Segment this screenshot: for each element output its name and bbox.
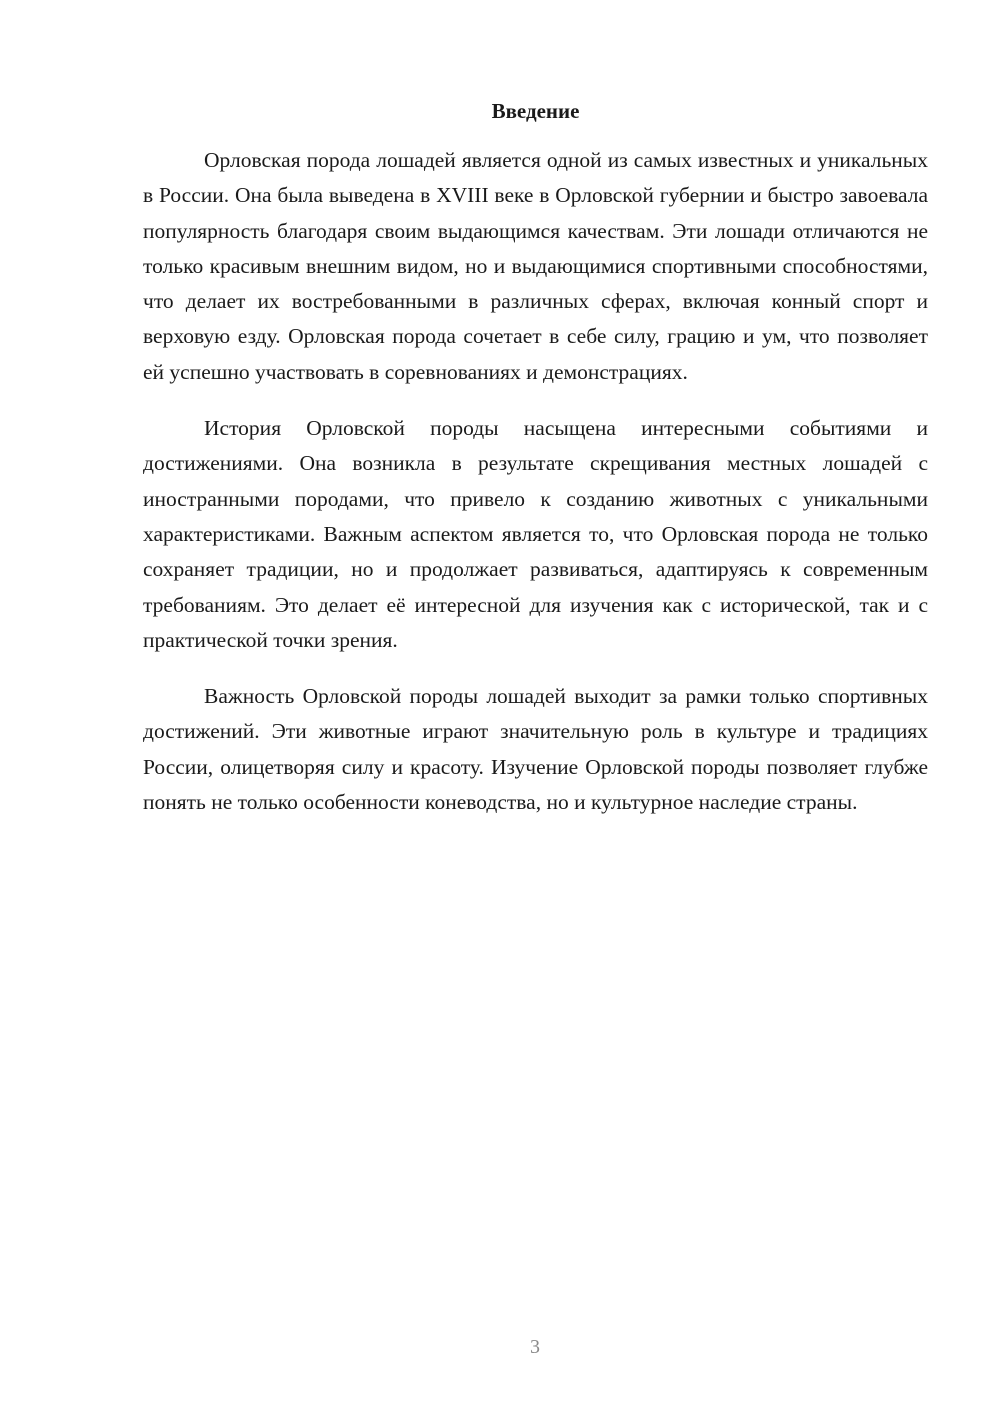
body-text [143, 143, 928, 841]
paragraph-3: Важность Орловской породы лошадей выходит за рамки только спортивных достижений. Эти животные играют значительную роль в культуре и традициях России, олицетворяя силу и красоту. Изучение Орловской породы позволяет глубже понять не только особенности коневодства, но и культурное наследие страны. [143, 684, 928, 815]
paragraph-1: Орловская порода лошадей является одной из самых известных и уникальных в России. Она была выведена в XVIII веке в Орловской губернии и быстро завоевала популярность благодаря своим выдающимся качествам. Эти лошади отличаются не только красивым внешним видом, но и выдающимися спортивными способностями, что делает их востребованными в различных сферах, включая конный спорт и верховую езду. Орловская порода сочетает в себе силу, грацию и ум, что позволяет ей успешно участвовать в соревнованиях и демонстрациях. [143, 148, 928, 384]
paragraph-2: История Орловской породы насыщена интересными событиями и достижениями. Она возникла в результате скрещивания местных лошадей с иностранными породами, что привело к созданию животных с уникальными характеристиками. Важным аспектом является то, что Орловская порода не только сохраняет традиции, но и продолжает развиваться, адаптируясь к современным требованиям. Это делает её интересной для изучения как с исторической, так и с практической точки зрения. [143, 416, 928, 652]
page-number: 3 [530, 1336, 540, 1358]
section-heading: Введение [491, 99, 580, 123]
